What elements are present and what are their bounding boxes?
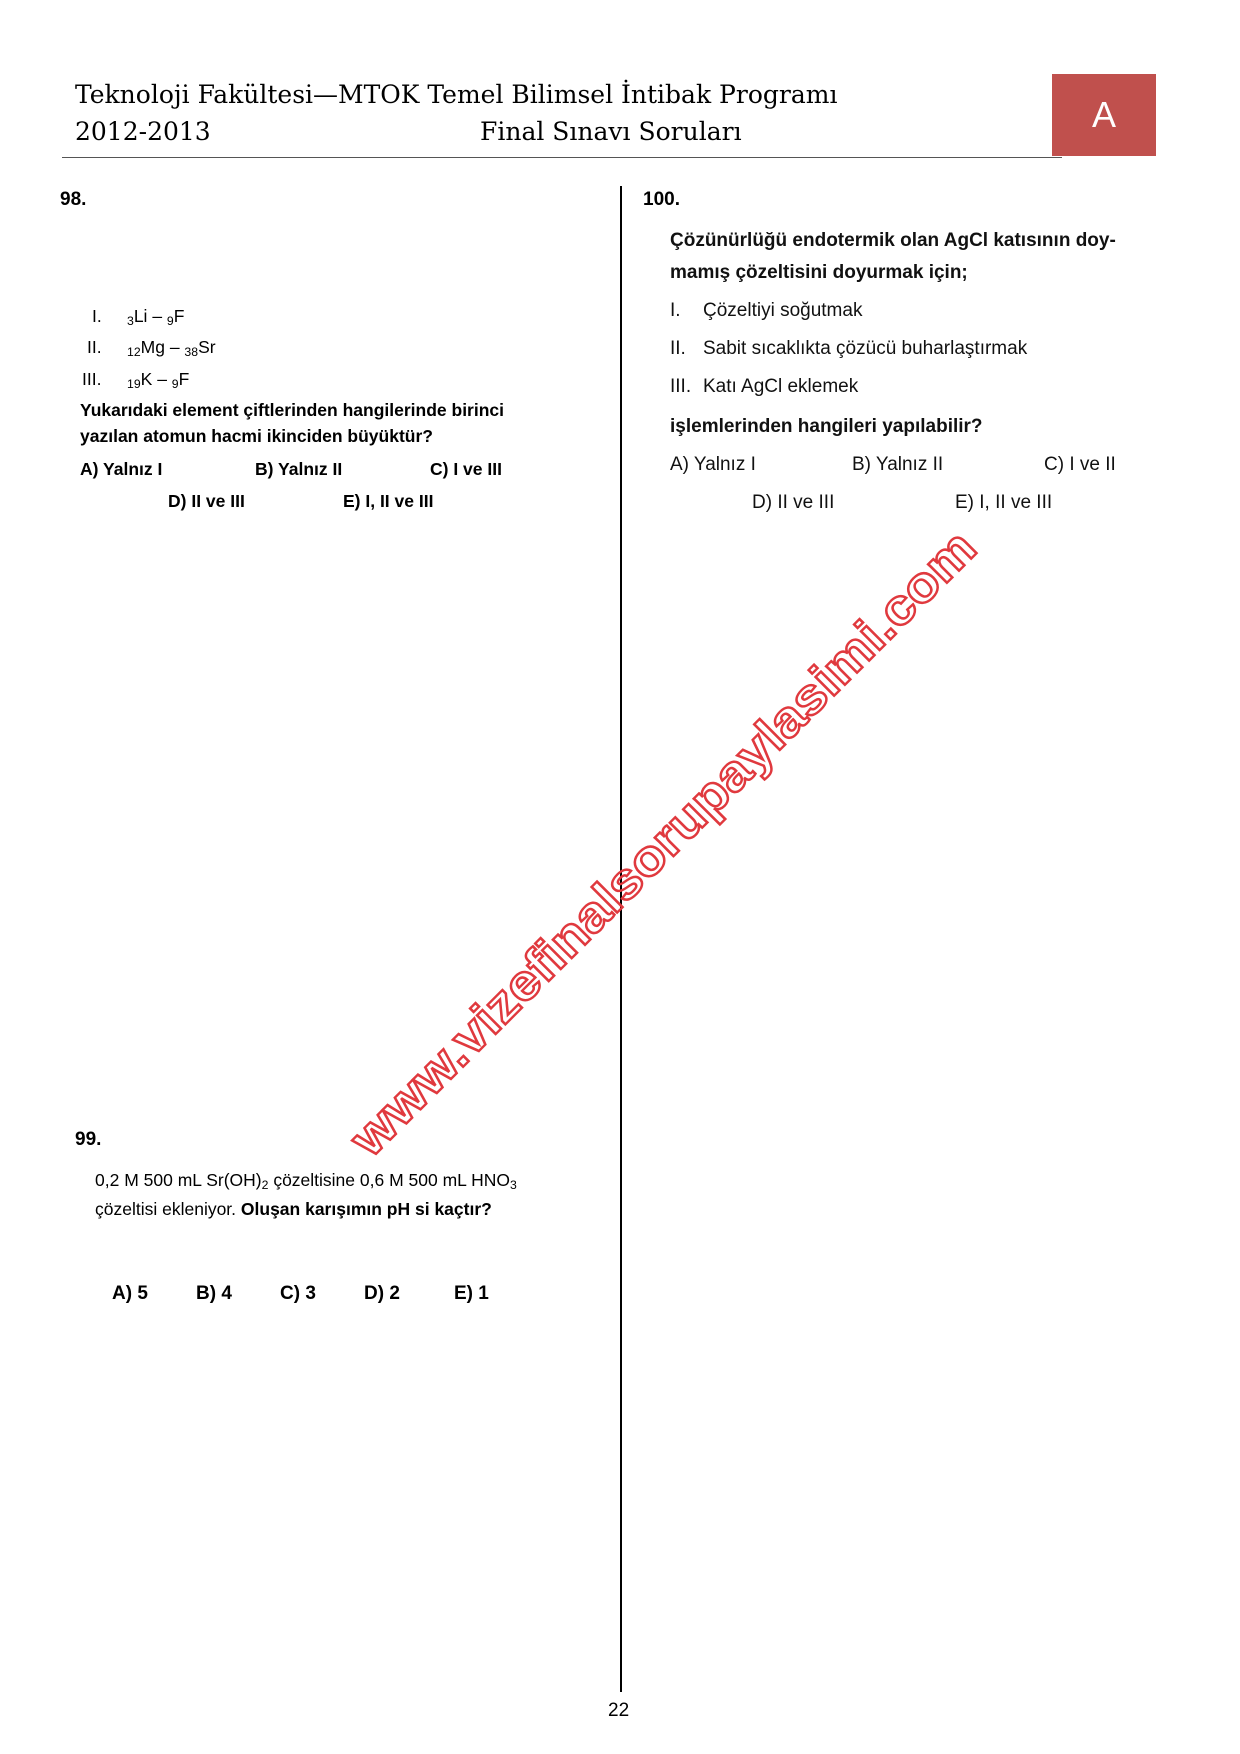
q100-option-c[interactable]: C) I ve II [1044,454,1116,475]
q98-option-c[interactable]: C) I ve III [430,459,502,479]
q100-stem-line2: mamış çözeltisini doyurmak için; [670,262,968,283]
q100-option-e[interactable]: E) I, II ve III [955,492,1053,513]
q99-option-a[interactable]: A) 5 [112,1283,148,1304]
q98-question-line2: yazılan atomun hacmi ikinciden büyüktür? [80,426,433,446]
q100-option-a[interactable]: A) Yalnız I [670,454,756,475]
q99-option-e[interactable]: E) 1 [454,1283,489,1304]
q98-question-line1: Yukarıdaki element çiftlerinden hangilerinde birinci [80,400,505,420]
q99-line1: 0,2 M 500 mL $Sr(OH)_2$ çözeltisine 0,6 M 500 mL $HNO_3$ [95,1170,517,1192]
q100-option-d[interactable]: D) II ve III [752,492,835,513]
q99-option-c[interactable]: C) 3 [280,1283,316,1304]
header-year: 2012-2013 [75,117,211,146]
q99-option-d[interactable]: D) 2 [364,1283,400,1304]
q99-option-b[interactable]: B) 4 [196,1283,232,1304]
page-number: 22 [608,1700,630,1721]
q100-number: 100. [643,189,680,210]
q98-option-a[interactable]: A) Yalnız I [80,459,163,479]
header-rule [62,157,1062,158]
q98-number: 98. [60,189,87,210]
column-divider [620,186,622,1692]
q100-question: işlemlerinden hangileri yapılabilir? [670,416,983,437]
booklet-type-badge: A [1052,74,1156,156]
q100-stem-line1: Çözünürlüğü endotermik olan AgCl katısının doy- [670,230,1116,251]
q98-option-b[interactable]: B) Yalnız II [255,459,343,479]
watermark-text: www.vizefinalsorupaylasimi.com [339,576,930,1167]
q99-number: 99. [75,1129,102,1150]
watermark [333,513,998,1178]
q98-option-d[interactable]: D) II ve III [168,491,245,511]
q98-option-e[interactable]: E) I, II ve III [343,491,434,511]
q99-line2: çözeltisi ekleniyor. Oluşan karışımın pH si kaçtır? [95,1199,492,1219]
q100-option-b[interactable]: B) Yalnız II [852,454,944,475]
header-title: Teknoloji Fakültesi—MTOK Temel Bilimsel İntibak Programı [75,80,838,109]
header-subtitle: Final Sınavı Soruları [480,117,742,146]
